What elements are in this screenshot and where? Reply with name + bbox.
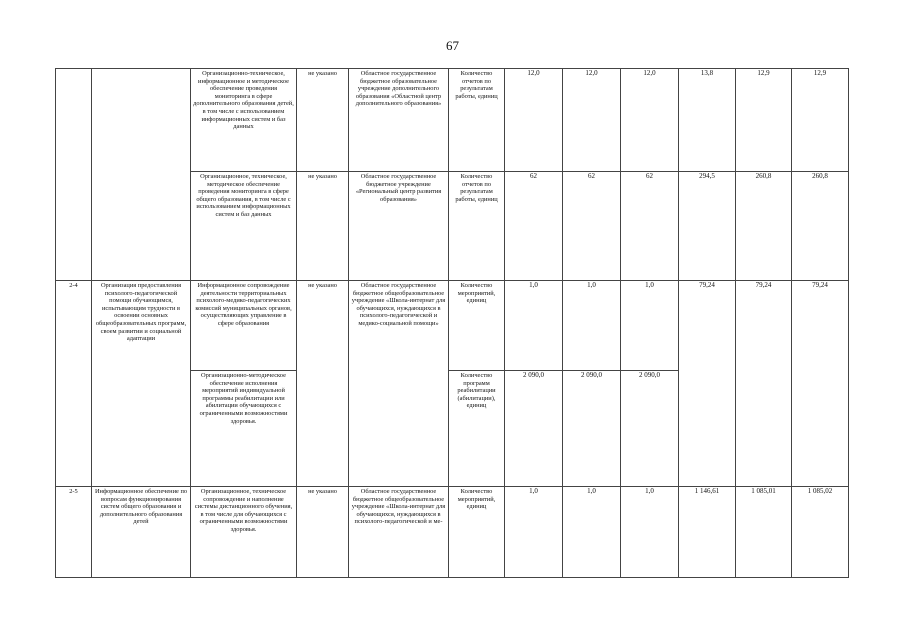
cell-value-2: 62	[563, 172, 621, 281]
cell-funding-3: 1 085,02	[792, 487, 849, 578]
cell-value-1: 2 090,0	[505, 371, 563, 487]
cell-funding-2: 79,24	[736, 281, 792, 487]
cell-value-1: 62	[505, 172, 563, 281]
table-row	[56, 281, 849, 371]
cell-funding-2: 12,9	[736, 69, 792, 172]
cell-value-3: 62	[621, 172, 679, 281]
cell-code: 2-4	[56, 281, 92, 487]
cell-funding-2: 1 085,01	[736, 487, 792, 578]
cell-measure: Организационно-методическое обеспечение исполнения мероприятий индивидуальной программы реабилитации или абилитации обучающихся с ограниченными возможностями здоровья.	[191, 371, 297, 487]
cell-value-2: 2 090,0	[563, 371, 621, 487]
cell-value-1: 1,0	[505, 281, 563, 371]
cell-value-3: 1,0	[621, 487, 679, 578]
cell-executor: Областное государственное бюджетное общеобразовательное учреждение «Школа-интернат для обучающихся, нуждающихся в психолого-педагогической и медико-социальной помощи»	[349, 281, 449, 487]
cell-deadline: не указано	[297, 172, 349, 281]
cell-value-2: 1,0	[563, 281, 621, 371]
cell-funding-1: 1 146,61	[679, 487, 736, 578]
program-table	[55, 68, 849, 578]
cell-indicator: Количество отчетов по результатам работы, единиц	[449, 69, 505, 172]
cell-deadline: не указано	[297, 281, 349, 487]
cell-executor: Областное государственное бюджетное учреждение «Региональный центр развития образования»	[349, 172, 449, 281]
cell-value-1: 12,0	[505, 69, 563, 172]
table-row	[56, 69, 849, 172]
cell-measure: Организационное, техническое сопровождение и наполнение системы дистанционного обучения, в том числе для обучающихся с ограниченными возможностями здоровья.	[191, 487, 297, 578]
cell-funding-1: 79,24	[679, 281, 736, 487]
cell-funding-1: 294,5	[679, 172, 736, 281]
cell-funding-3: 12,9	[792, 69, 849, 172]
cell-deadline: не указано	[297, 69, 349, 172]
cell-funding-1: 13,8	[679, 69, 736, 172]
cell-measure: Организационно-техническое, информационное и методическое обеспечение проведения мониторинга в сфере дополнительного образования детей, в том числе с использованием информационных систем и баз данных	[191, 69, 297, 172]
cell-value-2: 1,0	[563, 487, 621, 578]
cell-funding-3: 260,8	[792, 172, 849, 281]
cell-code	[56, 69, 92, 281]
cell-value-3: 2 090,0	[621, 371, 679, 487]
cell-executor: Областное государственное бюджетное образовательное учреждение дополнительного образования «Областной центр дополнительного образования»	[349, 69, 449, 172]
cell-event: Организация предоставления психолого-педагогической помощи обучающимся, испытывающим трудности в освоении основных общеобразовательных программ, своем развитии и социальной адаптации	[92, 281, 191, 487]
cell-deadline: не указано	[297, 487, 349, 578]
cell-measure: Информационное сопровождение деятельности территориальных психолого-медико-педагогических комиссий муниципальных органов, осуществляющих управление в сфере образования	[191, 281, 297, 371]
cell-value-3: 1,0	[621, 281, 679, 371]
cell-indicator: Количество мероприятий, единиц	[449, 281, 505, 371]
cell-indicator: Количество программ реабилитации (абилитации), единиц	[449, 371, 505, 487]
cell-funding-3: 79,24	[792, 281, 849, 487]
cell-value-2: 12,0	[563, 69, 621, 172]
cell-value-3: 12,0	[621, 69, 679, 172]
cell-event	[92, 69, 191, 281]
cell-funding-2: 260,8	[736, 172, 792, 281]
cell-value-1: 1,0	[505, 487, 563, 578]
cell-event: Информационное обеспечение по вопросам функционирования систем общего образования и дополнительного образования детей	[92, 487, 191, 578]
cell-code: 2-5	[56, 487, 92, 578]
cell-measure: Организационное, техническое, методическое обеспечение проведения мониторинга в сфере общего образования, в том числе с использованием информационных систем и баз данных	[191, 172, 297, 281]
table-row	[56, 487, 849, 578]
page-number: 67	[446, 38, 459, 53]
cell-indicator: Количество отчетов по результатам работы, единиц	[449, 172, 505, 281]
cell-indicator: Количество мероприятий, единиц	[449, 487, 505, 578]
cell-executor: Областное государственное бюджетное общеобразовательное учреждение «Школа-интернат для обучающихся, нуждающихся в психолого-педагогической и ме-	[349, 487, 449, 578]
